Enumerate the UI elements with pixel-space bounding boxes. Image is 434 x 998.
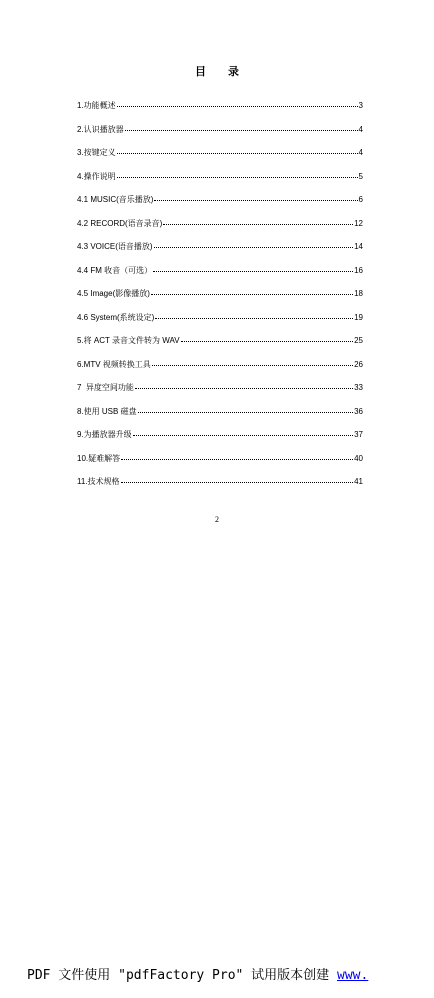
toc-entry-label: 6.MTV 视频转换工具 — [77, 359, 151, 369]
toc-entry-page: 18 — [354, 289, 363, 298]
toc-leader-dots — [153, 264, 353, 272]
toc-entry-page: 26 — [354, 359, 363, 369]
toc-leader-dots — [117, 146, 358, 154]
toc-entry-label: 11.技术规格 — [77, 477, 120, 486]
toc-entry[interactable] — [77, 406, 363, 430]
page-number: 2 — [215, 515, 219, 524]
toc-entry-label: 4.5 Image(影像播放) — [77, 289, 150, 298]
toc-leader-dots — [155, 311, 353, 319]
toc-entry-label: 4.操作说明 — [77, 171, 116, 181]
toc-leader-dots — [121, 475, 354, 483]
toc-entry[interactable] — [77, 218, 363, 242]
toc-entry[interactable] — [77, 429, 363, 453]
toc-entry[interactable] — [77, 100, 363, 124]
toc-entry[interactable] — [77, 382, 363, 406]
toc-entry[interactable] — [77, 265, 363, 289]
toc-entry-label: 10.疑难解答 — [77, 453, 121, 463]
toc-leader-dots — [152, 358, 353, 366]
toc-leader-dots — [121, 452, 353, 460]
toc-leader-dots — [133, 428, 353, 436]
toc-entry-page: 41 — [354, 477, 363, 486]
toc-entry-page: 14 — [354, 242, 363, 251]
toc-entry[interactable] — [77, 124, 363, 148]
toc-entry[interactable] — [77, 359, 363, 383]
toc-entry[interactable] — [77, 147, 363, 171]
table-of-contents — [77, 100, 363, 500]
toc-entry-label: 7 异度空间功能 — [77, 383, 134, 392]
toc-entry-label: 4.6 System(系统设定) — [77, 312, 155, 322]
toc-entry-label: 4.4 FM 收音（可选） — [77, 265, 153, 275]
footer-text: PDF 文件使用 "pdfFactory Pro" 试用版本创建 — [27, 968, 338, 983]
page-title — [0, 63, 434, 79]
toc-leader-dots — [138, 405, 354, 413]
toc-entry-page: 4 — [358, 124, 363, 134]
title-char-1: 目 — [195, 65, 206, 78]
toc-entry-label: 1.功能概述 — [77, 101, 116, 110]
toc-entry-label: 4.3 VOICE(语音播放) — [77, 242, 153, 251]
toc-leader-dots — [117, 170, 358, 178]
toc-leader-dots — [163, 217, 353, 225]
toc-entry-page: 4 — [358, 148, 363, 157]
toc-entry-page: 25 — [354, 336, 363, 345]
toc-entry[interactable] — [77, 194, 363, 218]
toc-entry-label: 9.为播放器升级 — [77, 430, 132, 439]
toc-entry-label: 4.2 RECORD(语音录音) — [77, 218, 163, 228]
toc-leader-dots — [181, 334, 354, 342]
footer-link[interactable]: www. — [337, 968, 369, 983]
toc-leader-dots — [154, 193, 357, 201]
toc-entry-label: 8.使用 USB 磁盘 — [77, 406, 137, 416]
toc-entry-page: 16 — [354, 265, 363, 275]
toc-entry-page: 12 — [354, 218, 363, 228]
toc-entry[interactable] — [77, 241, 363, 265]
toc-entry-page: 3 — [358, 101, 363, 110]
pdf-watermark-footer — [27, 964, 434, 983]
toc-entry-label: 2.认识播放器 — [77, 124, 124, 134]
toc-entry-label: 5.将 ACT 录音文件转为 WAV — [77, 336, 180, 345]
toc-entry-page: 33 — [354, 383, 363, 392]
toc-entry[interactable] — [77, 476, 363, 500]
toc-leader-dots — [135, 381, 353, 389]
title-char-2: 录 — [228, 65, 239, 78]
toc-entry[interactable] — [77, 335, 363, 359]
toc-leader-dots — [117, 99, 358, 107]
toc-entry-page: 5 — [358, 171, 363, 181]
toc-entry-page: 37 — [354, 430, 363, 439]
toc-leader-dots — [151, 287, 353, 295]
toc-entry[interactable] — [77, 288, 363, 312]
toc-entry-page: 40 — [354, 453, 363, 463]
toc-entry-page: 36 — [354, 406, 363, 416]
toc-entry-label: 4.1 MUSIC(音乐播放) — [77, 195, 154, 204]
toc-entry-page: 6 — [358, 195, 363, 204]
toc-entry[interactable] — [77, 312, 363, 336]
toc-leader-dots — [154, 240, 354, 248]
toc-entry-page: 19 — [354, 312, 363, 322]
toc-leader-dots — [125, 123, 358, 131]
toc-entry-label: 3.按键定义 — [77, 148, 116, 157]
toc-entry[interactable] — [77, 171, 363, 195]
toc-entry[interactable] — [77, 453, 363, 477]
